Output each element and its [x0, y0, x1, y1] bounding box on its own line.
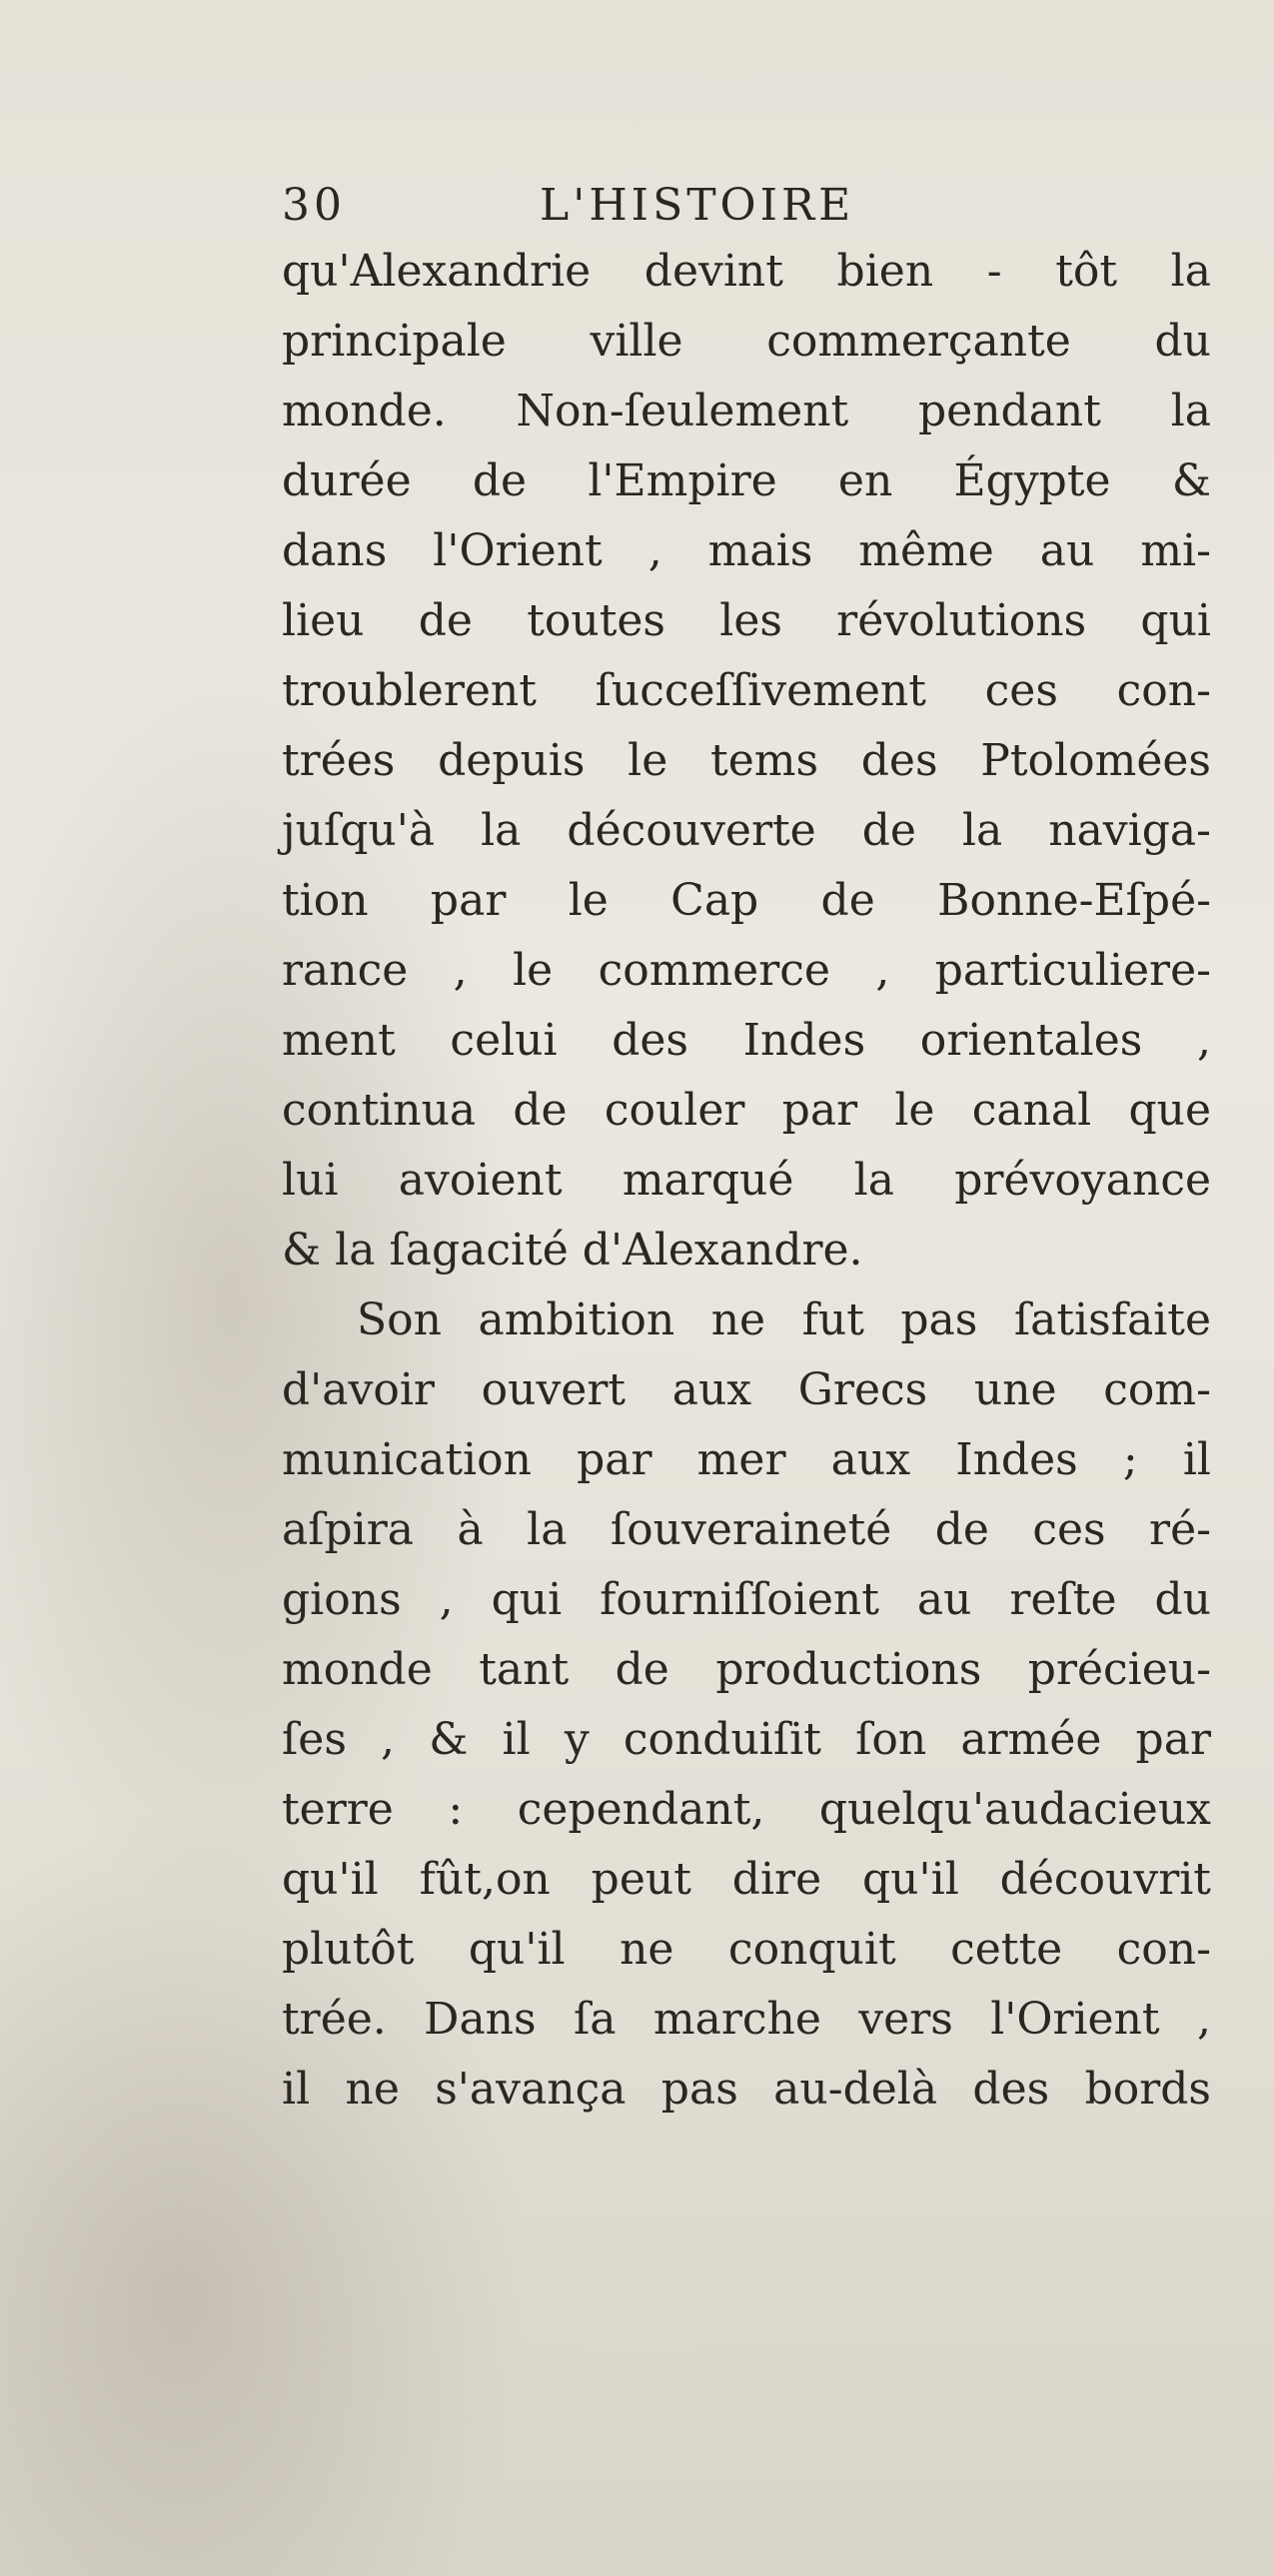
text-line: tion par le Cap de Bonne-Eſpé- [282, 875, 1211, 926]
running-head [282, 175, 1211, 237]
text-line: d'avoir ouvert aux Grecs une com- [282, 1364, 1211, 1415]
text-line: qu'Alexandrie devint bien - tôt la [282, 246, 1211, 297]
text-block [282, 175, 1211, 2125]
text-line: ment celui des Indes orientales , [282, 1015, 1211, 1066]
running-head-title: L'HISTOIRE [540, 180, 855, 231]
body-text [282, 237, 1211, 2125]
text-line: lui avoient marqué la prévoyance [282, 1155, 1211, 1206]
text-line: terre : cependant, quelqu'audacieux [282, 1784, 1211, 1835]
text-line: munication par mer aux Indes ; il [282, 1434, 1211, 1485]
text-line: troublerent ſucceſſivement ces con- [282, 665, 1211, 716]
text-line: trée. Dans ſa marche vers l'Orient , [282, 1994, 1211, 2045]
text-line: continua de couler par le canal que [282, 1085, 1211, 1136]
text-line: ſes , & il y conduiſit ſon armée par [282, 1714, 1211, 1765]
text-line: monde tant de productions précieu- [282, 1644, 1211, 1695]
text-line: principale ville commerçante du [282, 316, 1211, 367]
text-line: dans l'Orient , mais même au mi- [282, 525, 1211, 576]
text-line: Son ambition ne fut pas ſatisfaite [357, 1294, 1211, 1345]
text-line: gions , qui fourniſſoient au reſte du [282, 1574, 1211, 1625]
text-line: durée de l'Empire en Égypte & [282, 455, 1211, 506]
text-line: qu'il fût,on peut dire qu'il découvrit [282, 1854, 1211, 1905]
text-line: juſqu'à la découverte de la naviga- [282, 805, 1211, 856]
text-line: lieu de toutes les révolutions qui [282, 595, 1211, 646]
text-line: trées depuis le tems des Ptolomées [282, 735, 1211, 786]
text-line: aſpira à la ſouveraineté de ces ré- [282, 1504, 1211, 1555]
page-number: 30 [282, 180, 346, 231]
text-line: il ne s'avança pas au-delà des bords [282, 2064, 1211, 2115]
text-line: & la ſagacité d'Alexandre. [282, 1225, 863, 1276]
text-line: monde. Non-ſeulement pendant la [282, 386, 1211, 436]
text-line: plutôt qu'il ne conquit cette con- [282, 1924, 1211, 1975]
text-line: rance , le commerce , particuliere- [282, 945, 1211, 996]
